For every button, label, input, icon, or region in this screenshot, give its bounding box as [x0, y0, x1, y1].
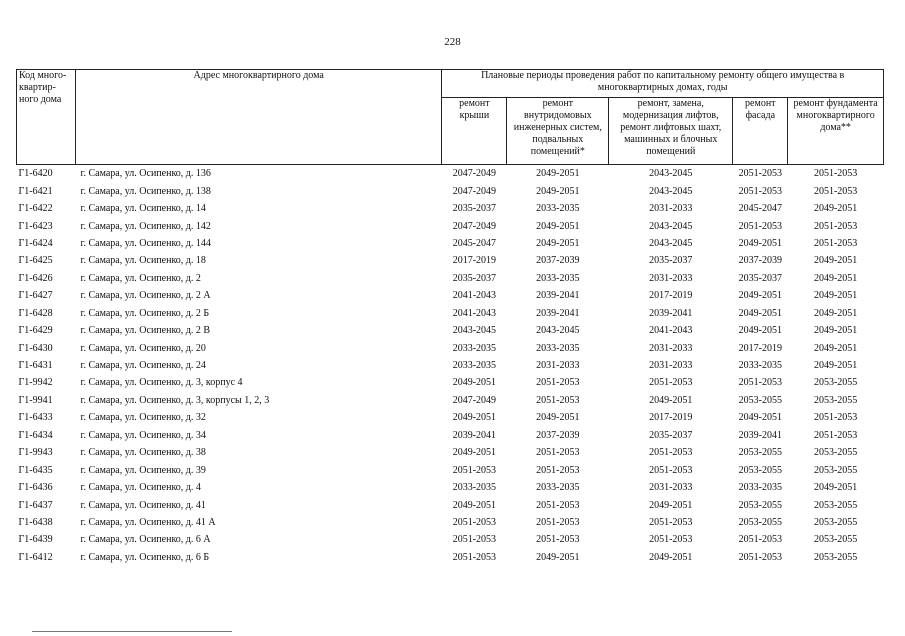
facade-period-cell: 2035-2037	[738, 272, 782, 284]
facade-period-cell: 2049-2051	[738, 325, 782, 337]
lifts-period-cell: 2043-2045	[649, 168, 693, 180]
roof-period-cell: 2033-2035	[452, 342, 497, 354]
house-code-cell: Г1-6426	[18, 272, 53, 284]
house-code-cell: Г1-6420	[18, 168, 53, 180]
facade-period-cell: 2051-2053	[738, 168, 782, 180]
address-cell: г. Самара, ул. Осипенко, д. 18	[80, 255, 206, 267]
lifts-period-cell: 2017-2019	[649, 290, 693, 302]
header-periods: Плановые периоды проведения работ по капитальному ремонту общего имущества в многоквартирных домах, годы	[442, 70, 884, 98]
lifts-period-cell: 2039-2041	[649, 307, 693, 319]
lifts-period-cell: 2049-2051	[649, 499, 693, 511]
foundation-period-cell: 2051-2053	[813, 220, 858, 232]
address-cell: г. Самара, ул. Осипенко, д. 2	[80, 272, 201, 284]
house-code-cell: Г1-6438	[18, 516, 53, 528]
header-engineering: ремонт внутридомовых инженерных систем, подвальных помещений*	[507, 98, 609, 165]
table-row	[17, 322, 884, 339]
roof-period-cell: 2051-2053	[452, 534, 497, 546]
roof-period-cell: 2049-2051	[452, 377, 497, 389]
house-code-cell: Г1-6424	[18, 237, 53, 249]
foundation-period-cell: 2049-2051	[813, 342, 858, 354]
table-row	[17, 444, 884, 461]
facade-period-cell: 2051-2053	[738, 220, 782, 232]
facade-period-cell: 2053-2055	[738, 516, 782, 528]
table-row	[17, 165, 884, 183]
lifts-period-cell: 2041-2043	[649, 325, 693, 337]
engineering-period-cell: 2049-2051	[536, 168, 580, 180]
table-row	[17, 339, 884, 356]
engineering-period-cell: 2039-2041	[536, 290, 580, 302]
table-body	[17, 165, 884, 567]
table-row	[17, 479, 884, 496]
lifts-period-cell: 2031-2033	[649, 342, 693, 354]
lifts-period-cell: 2031-2033	[649, 203, 693, 215]
foundation-period-cell: 2053-2055	[813, 464, 858, 476]
facade-period-cell: 2037-2039	[738, 255, 782, 267]
foundation-period-cell: 2053-2055	[813, 516, 858, 528]
house-code-cell: Г1-6429	[18, 325, 53, 337]
lifts-period-cell: 2051-2053	[649, 516, 693, 528]
lifts-period-cell: 2051-2053	[649, 534, 693, 546]
house-code-cell: Г1-6428	[18, 307, 53, 319]
engineering-period-cell: 2037-2039	[536, 255, 580, 267]
roof-period-cell: 2047-2049	[452, 220, 497, 232]
address-cell: г. Самара, ул. Осипенко, д. 6 Б	[80, 551, 210, 563]
engineering-period-cell: 2039-2041	[536, 307, 580, 319]
roof-period-cell: 2047-2049	[452, 168, 497, 180]
roof-period-cell: 2035-2037	[452, 203, 497, 215]
lifts-period-cell: 2017-2019	[649, 412, 693, 424]
house-code-cell: Г1-6422	[18, 203, 53, 215]
foundation-period-cell: 2051-2053	[813, 168, 858, 180]
table-row	[17, 357, 884, 374]
table-row	[17, 496, 884, 513]
roof-period-cell: 2051-2053	[452, 551, 497, 563]
header-code: Код много-квартир-ного дома	[17, 70, 76, 165]
table-row	[17, 182, 884, 199]
table-row	[17, 531, 884, 548]
table-row	[17, 392, 884, 409]
table-row	[17, 427, 884, 444]
engineering-period-cell: 2033-2035	[536, 203, 580, 215]
table-row	[17, 287, 884, 304]
house-code-cell: Г1-6433	[18, 412, 53, 424]
lifts-period-cell: 2043-2045	[649, 220, 693, 232]
foundation-period-cell: 2051-2053	[813, 185, 858, 197]
house-code-cell: Г1-6421	[18, 185, 53, 197]
roof-period-cell: 2041-2043	[452, 290, 497, 302]
facade-period-cell: 2049-2051	[738, 237, 782, 249]
address-cell: г. Самара, ул. Осипенко, д. 4	[80, 482, 201, 494]
table-header	[17, 70, 884, 165]
house-code-cell: Г1-6427	[18, 290, 53, 302]
header-address: Адрес многоквартирного дома	[76, 70, 442, 165]
lifts-period-cell: 2049-2051	[649, 394, 693, 406]
roof-period-cell: 2051-2053	[452, 464, 497, 476]
roof-period-cell: 2033-2035	[452, 482, 497, 494]
address-cell: г. Самара, ул. Осипенко, д. 38	[80, 447, 206, 459]
engineering-period-cell: 2033-2035	[536, 272, 580, 284]
roof-period-cell: 2049-2051	[452, 447, 497, 459]
roof-period-cell: 2051-2053	[452, 516, 497, 528]
facade-period-cell: 2049-2051	[738, 290, 782, 302]
roof-period-cell: 2047-2049	[452, 394, 497, 406]
address-cell: г. Самара, ул. Осипенко, д. 144	[80, 237, 211, 249]
roof-period-cell: 2017-2019	[452, 255, 497, 267]
table-row	[17, 200, 884, 217]
engineering-period-cell: 2051-2053	[536, 447, 580, 459]
facade-period-cell: 2053-2055	[738, 464, 782, 476]
lifts-period-cell: 2049-2051	[649, 551, 693, 563]
engineering-period-cell: 2033-2035	[536, 482, 580, 494]
foundation-period-cell: 2053-2055	[813, 551, 858, 563]
header-roof: ремонт крыши	[442, 98, 507, 165]
table-row	[17, 374, 884, 391]
engineering-period-cell: 2031-2033	[536, 360, 580, 372]
foundation-period-cell: 2049-2051	[813, 290, 858, 302]
address-cell: г. Самара, ул. Осипенко, д. 138	[80, 185, 211, 197]
address-cell: г. Самара, ул. Осипенко, д. 2 А	[80, 290, 211, 302]
table-row	[17, 514, 884, 531]
facade-period-cell: 2051-2053	[738, 551, 782, 563]
house-code-cell: Г1-6423	[18, 220, 53, 232]
roof-period-cell: 2045-2047	[452, 237, 497, 249]
engineering-period-cell: 2049-2051	[536, 220, 580, 232]
foundation-period-cell: 2049-2051	[813, 255, 858, 267]
page-number: 228	[444, 36, 461, 48]
foundation-period-cell: 2049-2051	[813, 325, 858, 337]
lifts-period-cell: 2051-2053	[649, 377, 693, 389]
foundation-period-cell: 2049-2051	[813, 307, 858, 319]
facade-period-cell: 2033-2035	[738, 360, 782, 372]
address-cell: г. Самара, ул. Осипенко, д. 34	[80, 429, 206, 441]
foundation-period-cell: 2053-2055	[813, 447, 858, 459]
lifts-period-cell: 2051-2053	[649, 464, 693, 476]
address-cell: г. Самара, ул. Осипенко, д. 6 А	[80, 534, 211, 546]
house-code-cell: Г1-6437	[18, 499, 53, 511]
house-code-cell: Г1-6439	[18, 534, 53, 546]
lifts-period-cell: 2051-2053	[649, 447, 693, 459]
engineering-period-cell: 2051-2053	[536, 464, 580, 476]
house-code-cell: Г1-6430	[18, 342, 53, 354]
address-cell: г. Самара, ул. Осипенко, д. 3, корпусы 1, 2, 3	[80, 394, 270, 406]
engineering-period-cell: 2051-2053	[536, 499, 580, 511]
lifts-period-cell: 2043-2045	[649, 237, 693, 249]
address-cell: г. Самара, ул. Осипенко, д. 2 Б	[80, 307, 210, 319]
facade-period-cell: 2051-2053	[738, 377, 782, 389]
foundation-period-cell: 2053-2055	[813, 534, 858, 546]
header-foundation: ремонт фундамента многоквартирного дома**	[788, 98, 884, 165]
foundation-period-cell: 2049-2051	[813, 272, 858, 284]
address-cell: г. Самара, ул. Осипенко, д. 3, корпус 4	[80, 377, 243, 389]
header-facade: ремонт фасада	[733, 98, 788, 165]
engineering-period-cell: 2051-2053	[536, 394, 580, 406]
header-lifts: ремонт, замена, модернизация лифтов, ремонт лифтовых шахт, машинных и блочных помещений	[609, 98, 733, 165]
foundation-period-cell: 2053-2055	[813, 499, 858, 511]
engineering-period-cell: 2051-2053	[536, 534, 580, 546]
address-cell: г. Самара, ул. Осипенко, д. 136	[80, 168, 211, 180]
engineering-period-cell: 2051-2053	[536, 516, 580, 528]
roof-period-cell: 2039-2041	[452, 429, 497, 441]
foundation-period-cell: 2051-2053	[813, 429, 858, 441]
address-cell: г. Самара, ул. Осипенко, д. 2 В	[80, 325, 211, 337]
roof-period-cell: 2049-2051	[452, 412, 497, 424]
roof-period-cell: 2033-2035	[452, 360, 497, 372]
house-code-cell: Г1-6425	[18, 255, 53, 267]
house-code-cell: Г1-6435	[18, 464, 53, 476]
address-cell: г. Самара, ул. Осипенко, д. 24	[80, 360, 206, 372]
foundation-period-cell: 2049-2051	[813, 203, 858, 215]
address-cell: г. Самара, ул. Осипенко, д. 41	[80, 499, 206, 511]
facade-period-cell: 2053-2055	[738, 394, 782, 406]
engineering-period-cell: 2049-2051	[536, 551, 580, 563]
roof-period-cell: 2049-2051	[452, 499, 497, 511]
footnote-divider	[32, 631, 232, 632]
engineering-period-cell: 2049-2051	[536, 237, 580, 249]
table-row	[17, 235, 884, 252]
roof-period-cell: 2043-2045	[452, 325, 497, 337]
address-cell: г. Самара, ул. Осипенко, д. 39	[80, 464, 206, 476]
house-code-cell: Г1-6434	[18, 429, 53, 441]
engineering-period-cell: 2051-2053	[536, 377, 580, 389]
table-row	[17, 549, 884, 566]
lifts-period-cell: 2031-2033	[649, 360, 693, 372]
foundation-period-cell: 2051-2053	[813, 237, 858, 249]
engineering-period-cell: 2037-2039	[536, 429, 580, 441]
engineering-period-cell: 2049-2051	[536, 412, 580, 424]
table-row	[17, 305, 884, 322]
facade-period-cell: 2053-2055	[738, 447, 782, 459]
table-row	[17, 270, 884, 287]
house-code-cell: Г1-9943	[18, 447, 53, 459]
engineering-period-cell: 2033-2035	[536, 342, 580, 354]
house-code-cell: Г1-6436	[18, 482, 53, 494]
address-cell: г. Самара, ул. Осипенко, д. 41 А	[80, 516, 216, 528]
engineering-period-cell: 2043-2045	[536, 325, 580, 337]
lifts-period-cell: 2035-2037	[649, 255, 693, 267]
roof-period-cell: 2047-2049	[452, 185, 497, 197]
address-cell: г. Самара, ул. Осипенко, д. 142	[80, 220, 211, 232]
house-code-cell: Г1-9942	[18, 377, 53, 389]
house-code-cell: Г1-6431	[18, 360, 53, 372]
lifts-period-cell: 2035-2037	[649, 429, 693, 441]
facade-period-cell: 2053-2055	[738, 499, 782, 511]
repair-schedule-table	[16, 69, 884, 566]
engineering-period-cell: 2049-2051	[536, 185, 580, 197]
roof-period-cell: 2041-2043	[452, 307, 497, 319]
table-row	[17, 409, 884, 426]
facade-period-cell: 2045-2047	[738, 203, 782, 215]
foundation-period-cell: 2053-2055	[813, 394, 858, 406]
facade-period-cell: 2051-2053	[738, 185, 782, 197]
facade-period-cell: 2033-2035	[738, 482, 782, 494]
table-row	[17, 252, 884, 269]
address-cell: г. Самара, ул. Осипенко, д. 14	[80, 203, 206, 215]
foundation-period-cell: 2049-2051	[813, 360, 858, 372]
address-cell: г. Самара, ул. Осипенко, д. 20	[80, 342, 206, 354]
facade-period-cell: 2051-2053	[738, 534, 782, 546]
table-row	[17, 217, 884, 234]
lifts-period-cell: 2043-2045	[649, 185, 693, 197]
table-row	[17, 461, 884, 478]
facade-period-cell: 2017-2019	[738, 342, 782, 354]
house-code-cell: Г1-6412	[18, 551, 53, 563]
foundation-period-cell: 2051-2053	[813, 412, 858, 424]
lifts-period-cell: 2031-2033	[649, 482, 693, 494]
facade-period-cell: 2039-2041	[738, 429, 782, 441]
facade-period-cell: 2049-2051	[738, 412, 782, 424]
foundation-period-cell: 2053-2055	[813, 377, 858, 389]
house-code-cell: Г1-9941	[18, 394, 53, 406]
address-cell: г. Самара, ул. Осипенко, д. 32	[80, 412, 206, 424]
foundation-period-cell: 2049-2051	[813, 482, 858, 494]
roof-period-cell: 2035-2037	[452, 272, 497, 284]
facade-period-cell: 2049-2051	[738, 307, 782, 319]
lifts-period-cell: 2031-2033	[649, 272, 693, 284]
